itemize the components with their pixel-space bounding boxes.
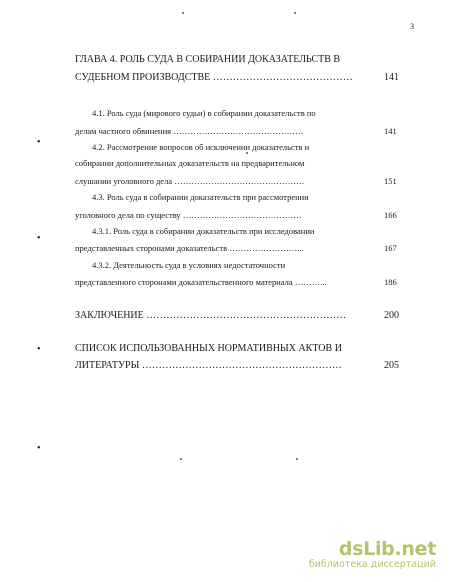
dslib-logo: dsLib.net xyxy=(338,537,436,560)
toc-section-4-2-line1: 4.2. Рассмотрение вопросов об исключении доказательств и xyxy=(92,142,310,152)
scan-speck xyxy=(246,152,248,154)
scan-speck xyxy=(180,458,182,460)
margin-bullet: • xyxy=(37,233,41,244)
dslib-watermark xyxy=(308,537,436,570)
page-number: 3 xyxy=(410,22,414,31)
toc-section-4-1-line2: делам частного обвинения ………………………………………. xyxy=(75,126,303,136)
toc-references-title-line2: ЛИТЕРАТУРЫ …………………………………………………… xyxy=(75,360,342,371)
toc-section-4-3-1-line1: 4.3.1. Роль суда в собирании доказательств при исследовании xyxy=(92,226,315,236)
scan-speck xyxy=(294,12,296,14)
toc-section-4-1-page: 141 xyxy=(384,126,397,136)
toc-chapter4-page: 141 xyxy=(384,72,399,83)
toc-section-4-3-2-page: 186 xyxy=(384,277,397,287)
scan-speck xyxy=(182,12,184,14)
toc-section-4-3-2-line1: 4.3.2. Деятельность суда в условиях недостаточности xyxy=(92,260,286,270)
toc-section-4-3-1-line2: представленных сторонами доказательств ……………………... xyxy=(75,243,304,253)
toc-chapter4-title-line2: СУДЕБНОМ ПРОИЗВОДСТВЕ …………………………………… xyxy=(75,72,353,83)
toc-section-4-2-line2: собирании дополнительных доказательств на предварительном xyxy=(75,158,305,168)
toc-section-4-3-line2: уголовного дела по существу …………………………………… xyxy=(75,210,302,220)
toc-section-4-3-page: 166 xyxy=(384,210,397,220)
toc-section-4-3-2-line2: представленного сторонами доказательственного материала ………... xyxy=(75,277,327,287)
margin-bullet: • xyxy=(37,344,41,355)
toc-references-title-line1: СПИСОК ИСПОЛЬЗОВАННЫХ НОРМАТИВНЫХ АКТОВ И xyxy=(75,343,342,354)
margin-bullet: • xyxy=(37,137,41,148)
toc-conclusion-title: ЗАКЛЮЧЕНИЕ …………………………………………………… xyxy=(75,310,347,321)
toc-section-4-2-page: 151 xyxy=(384,176,397,186)
toc-conclusion-page: 200 xyxy=(384,310,399,321)
scan-speck xyxy=(296,458,298,460)
dslib-subtitle: библиотека диссертаций xyxy=(308,558,436,570)
margin-bullet: • xyxy=(37,443,41,454)
toc-references-page: 205 xyxy=(384,360,399,371)
toc-chapter4-title-line1: ГЛАВА 4. РОЛЬ СУДА В СОБИРАНИИ ДОКАЗАТЕЛЬСТВ В xyxy=(75,54,341,65)
toc-section-4-3-line1: 4.3. Роль суда в собирании доказательств при рассмотрении xyxy=(92,192,309,202)
toc-section-4-3-1-page: 167 xyxy=(384,243,397,253)
toc-section-4-1-line1: 4.1. Роль суда (мирового судьи) в собирании доказательств по xyxy=(92,108,316,118)
toc-section-4-2-line3: слушании уголовного дела ………………………………………. xyxy=(75,176,304,186)
